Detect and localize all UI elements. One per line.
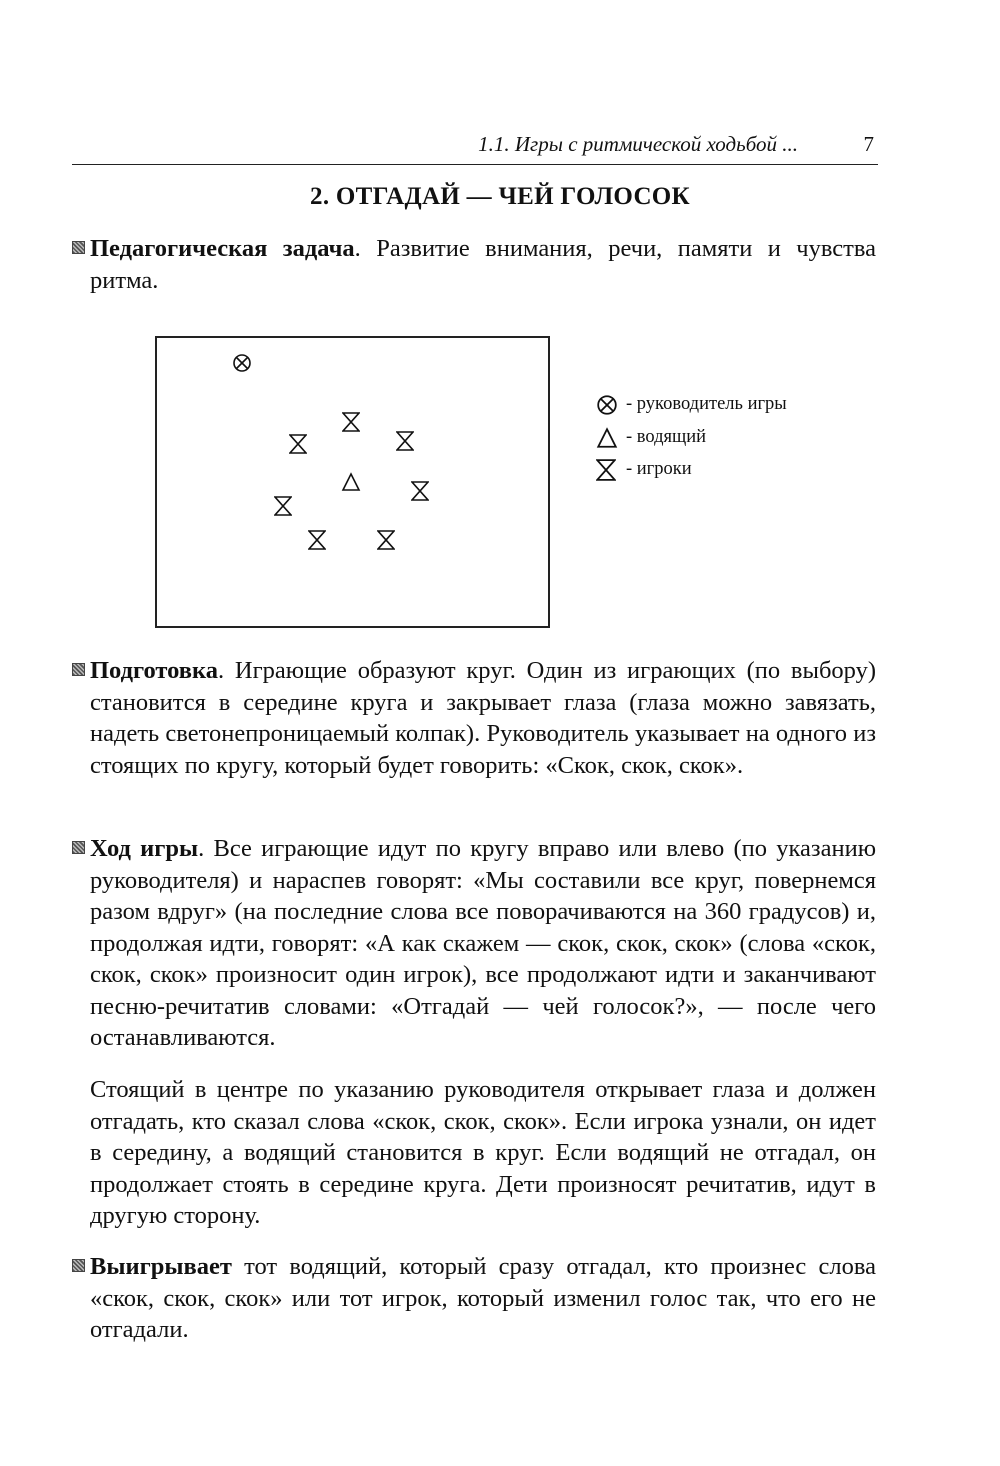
course-label: Ход игры (90, 835, 199, 862)
course-text: . Все играющие идут по кругу вправо или влево (по указанию руководителя) и нараспев говорят: «Мы составили все круг, повернемся разом вдруг» (на последние слова все поворачиваются на 360 градусов) и, продолжая идти, говорят: «А как скажем — скок, скок, скок» (слова «скок, скок, скок» произносит один игрок), все продолжают идти и заканчивают песню-речитатив словами: «Отгадай — чей голосок?», — после чего останавливаются. (90, 835, 876, 1051)
player-icon (289, 434, 307, 454)
preparation-paragraph (90, 655, 876, 781)
continuation-paragraph: Стоящий в центре по указанию руководителя открывает глаза и должен отгадать, кто сказал слова «скок, скок, скок». Если игрока узнали, он идет в середину, а водящий становится в круг. Если водящий не отгадал, он продолжает стоять в середине круга. Дети произносят речитатив, идут в другую сторону. (90, 1076, 876, 1229)
leader-icon (596, 394, 618, 416)
player-icon (411, 481, 429, 501)
task-label: Педагогическая задача (90, 235, 355, 262)
player-icon (342, 412, 360, 432)
player-icon (396, 431, 414, 451)
page-number: 7 (863, 132, 874, 156)
player-icon (596, 459, 616, 481)
player-icon (308, 530, 326, 550)
winner-label: Выигрывает (90, 1253, 232, 1280)
bullet-icon (72, 1259, 85, 1272)
bullet-icon (72, 841, 85, 854)
legend-leader-label: - руководитель игры (626, 394, 787, 414)
running-head (72, 128, 878, 165)
driver-icon (596, 427, 618, 449)
task-text: . Развитие внимания, речи, памяти и чувства ритма. (90, 235, 877, 294)
player-icon (377, 530, 395, 550)
winner-paragraph (90, 1251, 876, 1346)
section-title: 2. ОТГАДАЙ — ЧЕЙ ГОЛОСОК (310, 183, 690, 210)
preparation-label: Подготовка (90, 657, 219, 684)
driver-icon (341, 472, 361, 492)
bullet-icon (72, 663, 85, 676)
bullet-icon (72, 241, 85, 254)
player-icon (274, 496, 292, 516)
task-paragraph (90, 233, 876, 296)
legend-players-label: - игроки (626, 459, 692, 479)
preparation-text: . Играющие образуют круг. Один из играющих (по выбору) становится в середине круга и закрывает глаза (глаза можно завязать, надеть светонепроницаемый колпак). Руководитель указывает на одного из стоящих по кругу, который будет говорить: «Скок, скок, скок». (90, 657, 876, 779)
course-paragraph (90, 833, 876, 1054)
leader-icon (232, 353, 252, 373)
game-diagram (155, 336, 550, 628)
legend-driver-label: - водящий (626, 427, 707, 447)
winner-text: тот водящий, который сразу отгадал, кто произнес слова «скок, скок, скок» или тот игрок, который изменил голос так, что его не отгадали. (90, 1253, 876, 1343)
running-title: 1.1. Игры с ритмической ходьбой ... (478, 132, 798, 156)
